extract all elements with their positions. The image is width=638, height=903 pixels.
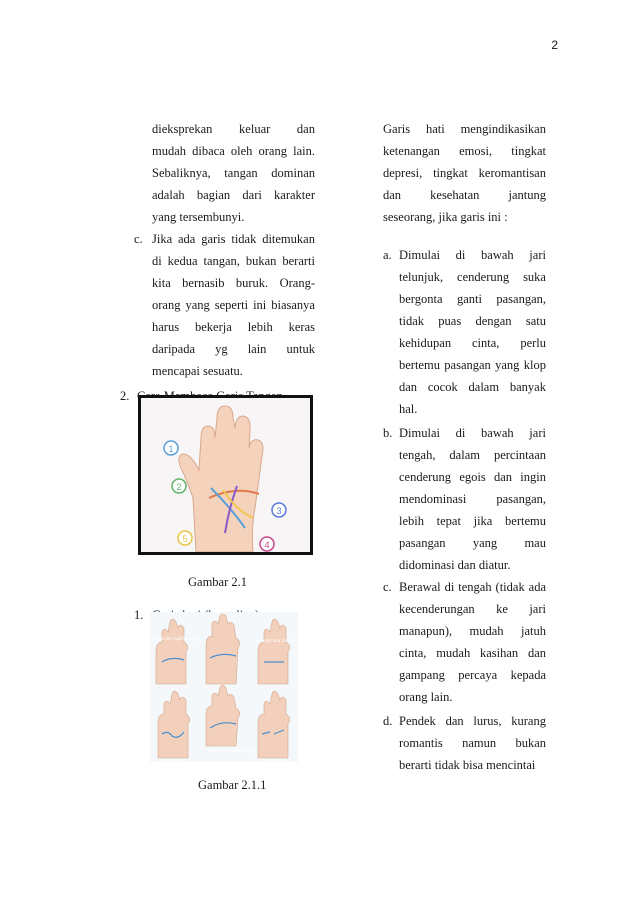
section-marker: 2.: [120, 389, 130, 403]
figure-label: Straight and short: [256, 638, 292, 643]
text-line: Pendek dan lurus, kurang: [399, 714, 546, 728]
text-line: di kedua tangan, bukan berarti: [152, 254, 315, 268]
figure-label: Broken Line: [262, 758, 287, 762]
text-line: berarti tidak bisa mencintai: [399, 758, 536, 772]
text-line: dieksprekan keluar dan: [152, 122, 315, 136]
list-marker-c: c.: [383, 580, 392, 594]
text-line: orang yang seperti ini biasanya: [152, 298, 315, 312]
text-line: tidak puas dengan satu: [399, 314, 546, 328]
list-marker-b: b.: [383, 426, 393, 440]
text-line: didominasi dan diatur.: [399, 558, 511, 572]
text-line: Garis hati mengindikasikan: [383, 122, 546, 136]
text-line: mudah dibaca oleh orang lain.: [152, 144, 315, 158]
figure-caption: Gambar 2.1.1: [198, 778, 267, 792]
palm-grid-illustration: [150, 612, 298, 762]
list-marker-a: a.: [383, 248, 392, 262]
text-line: tengah, dalam percintaan: [399, 448, 546, 462]
figure-label: 1: [168, 444, 174, 454]
text-line: ketenangan emosi, tingkat: [383, 144, 546, 158]
sub-marker: 1.: [134, 608, 144, 622]
text-line: Jika ada garis tidak ditemukan: [152, 232, 315, 246]
list-marker-d: d.: [383, 714, 393, 728]
figure-label: Below the middle Finger: [152, 636, 201, 641]
text-line: adalah bagian dari karakter: [152, 188, 315, 202]
palm-illustration: [141, 398, 310, 552]
figure-label: Below the Index Finger: [208, 748, 255, 753]
right-intro: [383, 118, 546, 228]
text-line: daripada yg lain untuk: [152, 342, 315, 356]
text-line: Sebaliknya, tangan dominan: [152, 166, 315, 180]
text-line: dan kesehatan jantung: [383, 188, 546, 202]
list-item-c: [399, 576, 546, 708]
text-line: kehidupan cinta, perlu: [399, 336, 546, 350]
text-line: telunjuk, cenderung suka: [399, 270, 546, 284]
list-item-c: [152, 228, 315, 382]
svg-text:5: 5: [182, 534, 188, 544]
left-paragraph: [152, 118, 315, 228]
list-marker-c: c.: [134, 232, 143, 246]
figure-label: Wavy Line: [162, 758, 183, 762]
text-line: mendominasi pasangan,: [399, 492, 546, 506]
text-line: cenderung egois dan ingin: [399, 470, 546, 484]
text-line: Dimulai di bawah jari: [399, 426, 546, 440]
text-line: hal.: [399, 402, 418, 416]
text-line: bertemu pasangan yang klop: [399, 358, 546, 372]
figure-label: 2: [176, 482, 182, 492]
text-line: kecenderungan ke jari: [399, 602, 546, 616]
text-line: kita bernasib buruk. Orang-: [152, 276, 315, 290]
list-item-a: [399, 244, 546, 420]
text-line: Berawal di tengah (tidak ada: [399, 580, 546, 594]
palm-figure-2: [150, 612, 298, 762]
text-line: romantis namun bukan: [399, 736, 546, 750]
text-line: orang lain.: [399, 690, 453, 704]
text-line: gampang percaya kepada: [399, 668, 546, 682]
figure-label: 4: [264, 540, 270, 550]
text-line: bergonta ganti pasangan,: [399, 292, 546, 306]
text-line: depresi, tingkat keromantisan: [383, 166, 546, 180]
text-line: Dimulai di bawah jari: [399, 248, 546, 262]
figure-label: 3: [276, 506, 282, 516]
text-line: harus bekerja lebih keras: [152, 320, 315, 334]
text-line: pasangan yang mau: [399, 536, 546, 550]
palm-figure-1: [138, 395, 313, 555]
text-line: cinta, mudah kasihan dan: [399, 646, 546, 660]
page-number: 2: [551, 38, 558, 52]
list-item-d: [399, 710, 546, 776]
text-line: manapun), mudah jatuh: [399, 624, 546, 638]
text-line: mencapai sesuatu.: [152, 364, 243, 378]
list-item-b: [399, 422, 546, 576]
text-line: lebih tepat jika bertemu: [399, 514, 546, 528]
text-line: seseorang, jika garis ini :: [383, 210, 508, 224]
figure-caption: Gambar 2.1: [188, 575, 248, 589]
text-line: yang tersembunyi.: [152, 210, 245, 224]
text-line: dan cocok dalam banyak: [399, 380, 546, 394]
